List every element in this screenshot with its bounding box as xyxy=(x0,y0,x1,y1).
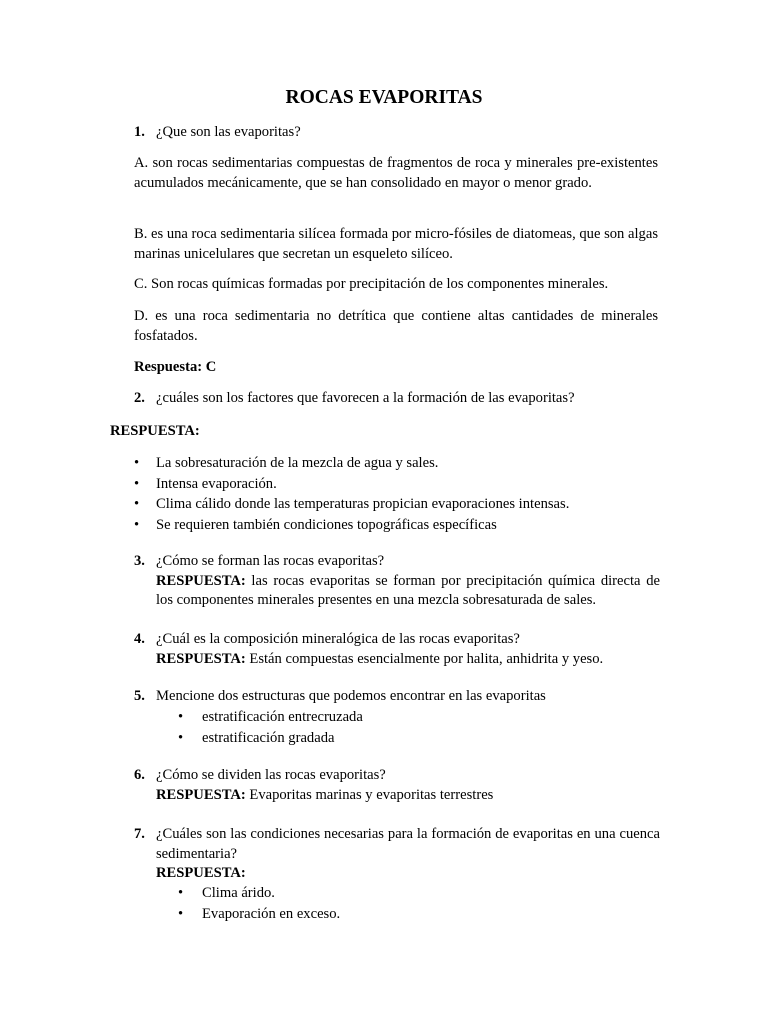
answer-q3: RESPUESTA: las rocas evaporitas se forman por precipitación química directa de los componentes minerales presentes en una mezcla sobresaturada de sales. xyxy=(156,572,660,608)
question-1 xyxy=(134,123,660,143)
question-7 xyxy=(134,825,660,884)
bullet-icon: • xyxy=(134,475,140,492)
question-3 xyxy=(134,552,660,611)
question-number: 5. xyxy=(134,688,145,704)
bullet-icon: • xyxy=(178,709,184,725)
answer-q4: RESPUESTA: Están compuestas esencialmente por halita, anhidrita y yeso. xyxy=(156,650,604,667)
question-text: ¿Cómo se forman las rocas evaporitas? xyxy=(156,553,385,569)
conditions-list xyxy=(178,884,658,926)
bullet-icon: • xyxy=(134,496,140,512)
respuesta-header: RESPUESTA: xyxy=(110,423,200,439)
question-text: ¿cuáles son los factores que favorecen a la formación de las evaporitas? xyxy=(156,390,575,406)
question-4 xyxy=(134,630,660,669)
question-6 xyxy=(134,766,660,805)
option-d: D. es una roca sedimentaria no detrítica que contiene altas cantidades de minerales fosfatados. xyxy=(134,308,658,344)
question-text: ¿Cuáles son las condiciones necesarias para la formación de evaporitas en una cuenca sedimentaria? xyxy=(156,826,660,862)
question-number: 7. xyxy=(134,826,145,842)
option-c: C. Son rocas químicas formadas por precipitación de los componentes minerales. xyxy=(134,276,609,292)
list-item: • La sobresaturación de la mezcla de agua y sales. xyxy=(134,454,654,475)
factors-list xyxy=(134,454,654,536)
question-text: ¿Cuál es la composición mineralógica de las rocas evaporitas? xyxy=(156,631,520,647)
question-number: 1. xyxy=(134,124,145,140)
question-number: 3. xyxy=(134,553,145,569)
list-item: • Evaporación en exceso. xyxy=(178,905,658,926)
option-a: A. son rocas sedimentarias compuestas de fragmentos de roca y minerales pre-existentes acumulados mecánicamente, que se han consolidado en mayor o menor grado. xyxy=(134,155,658,191)
question-2 xyxy=(134,389,660,409)
bullet-icon: • xyxy=(178,885,184,901)
list-item: • Intensa evaporación. xyxy=(134,475,654,496)
bullet-icon: • xyxy=(134,516,140,533)
question-number: 6. xyxy=(134,767,145,783)
question-text: ¿Cómo se dividen las rocas evaporitas? xyxy=(156,767,386,783)
list-item: • Clima cálido donde las temperaturas propician evaporaciones intensas. xyxy=(134,495,654,516)
bullet-icon: • xyxy=(134,455,140,471)
list-item: • Se requieren también condiciones topográficas específicas xyxy=(134,516,654,537)
bullet-icon: • xyxy=(178,906,184,922)
list-item: • estratificación gradada xyxy=(178,729,658,750)
structures-list xyxy=(178,708,658,750)
answer-label-q7: RESPUESTA: xyxy=(156,865,246,881)
option-b: B. es una roca sedimentaria silícea formada por micro-fósiles de diatomeas, que son algas marinas unicelulares que secretan un esqueleto silíceo. xyxy=(134,226,658,262)
question-text: ¿Que son las evaporitas? xyxy=(156,124,301,140)
question-text: Mencione dos estructuras que podemos encontrar en las evaporitas xyxy=(156,688,546,704)
list-item: • Clima árido. xyxy=(178,884,658,905)
document-title: ROCAS EVAPORITAS xyxy=(285,87,483,108)
question-number: 2. xyxy=(134,390,145,406)
bullet-icon: • xyxy=(178,730,184,746)
answer-q1: Respuesta: C xyxy=(134,359,217,375)
list-item: • estratificación entrecruzada xyxy=(178,708,658,729)
question-number: 4. xyxy=(134,631,145,647)
question-5 xyxy=(134,687,660,707)
answer-q6: RESPUESTA: Evaporitas marinas y evaporitas terrestres xyxy=(156,786,494,803)
